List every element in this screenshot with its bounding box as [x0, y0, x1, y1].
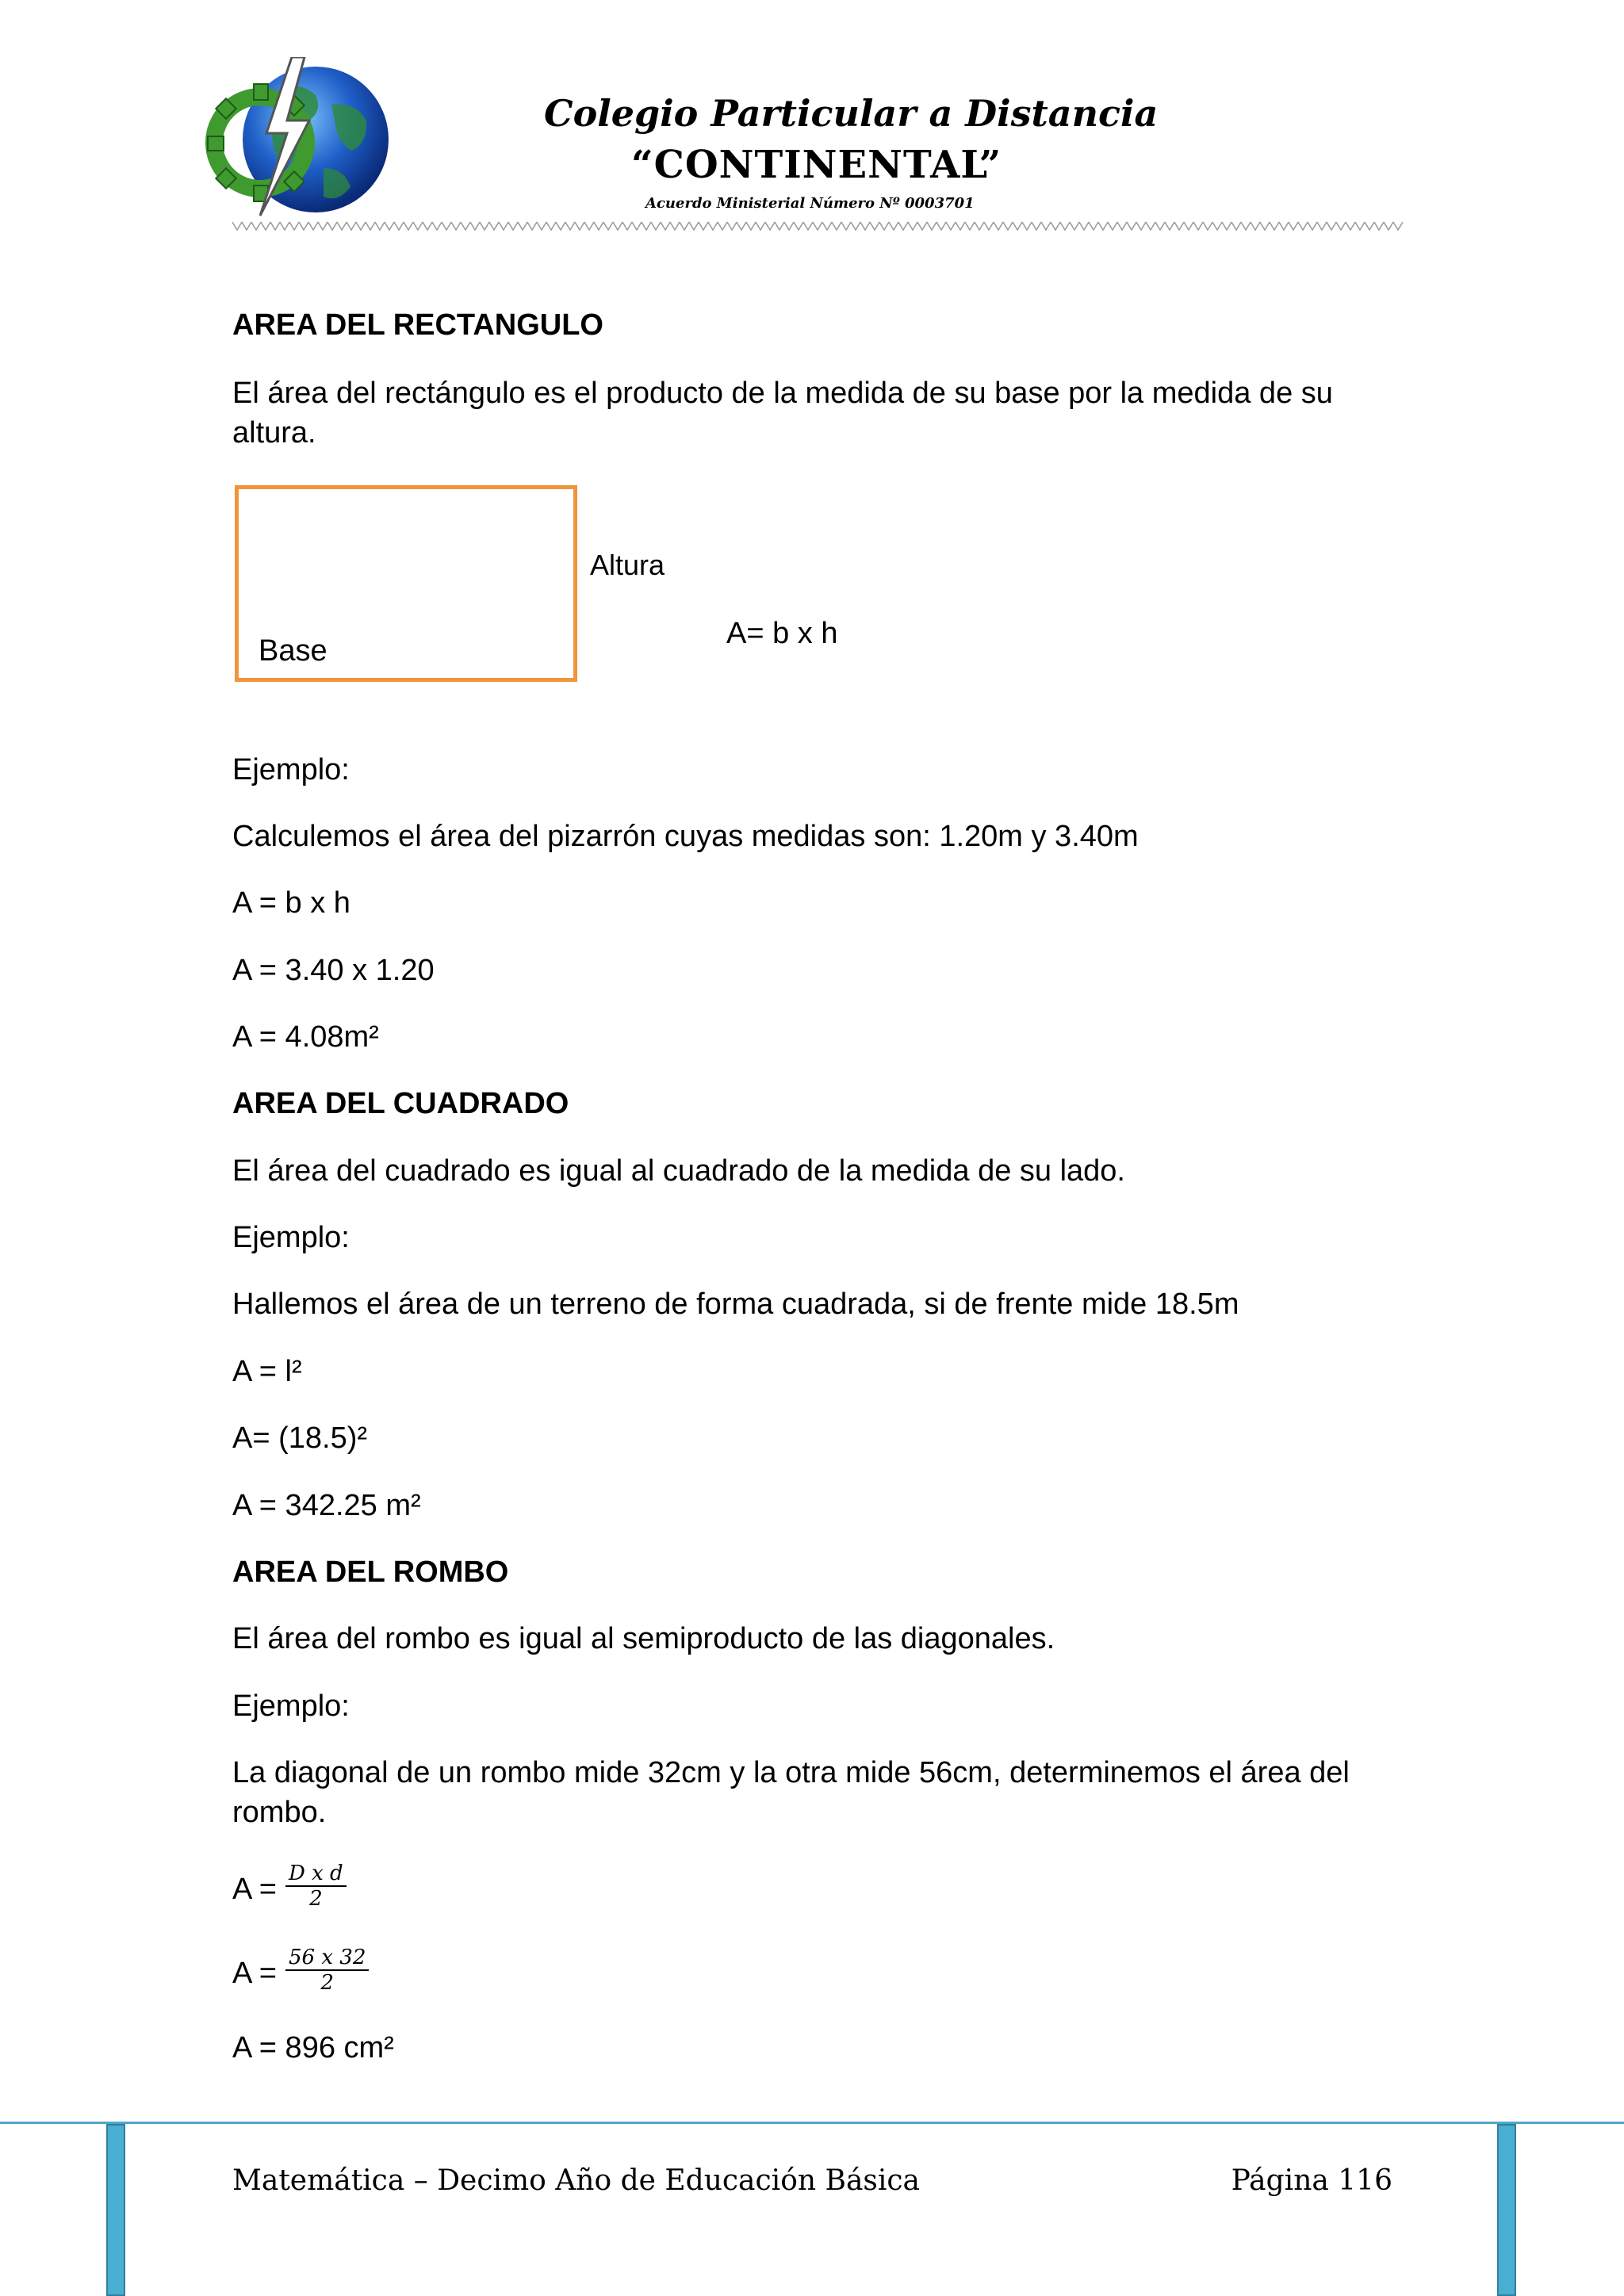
rhombus-example-problem-line1: La diagonal de un rombo mide 32cm y la otra mide 56cm, determinemos el área del: [232, 1756, 1350, 1789]
rhombus-substitution-numerator: 56 x 32: [285, 1946, 369, 1971]
rhombus-formula-denominator: 2: [309, 1887, 323, 1911]
rectangle-area-formula: A= b x h: [726, 617, 838, 650]
rhombus-formula-prefix: A =: [232, 1873, 277, 1906]
rhombus-substitution-denominator: 2: [320, 1971, 334, 1995]
rectangle-step-1: A = b x h: [232, 886, 350, 920]
square-example-problem: Hallemos el área de un terreno de forma cuadrada, si de frente mide 18.5m: [232, 1288, 1239, 1321]
square-step-1: A = l²: [232, 1355, 302, 1388]
rectangle-description-line1: El área del rectángulo es el producto de la medida de su base por la medida de su: [232, 377, 1333, 410]
rhombus-result: A = 896 cm²: [232, 2031, 394, 2064]
footer-divider: [0, 2122, 1624, 2124]
school-name-line1: Colegio Particular a Distancia: [544, 92, 1159, 135]
footer-left-accent-bar: [106, 2124, 125, 2296]
rectangle-height-label: Altura: [590, 549, 665, 581]
square-description: El área del cuadrado es igual al cuadrado de la medida de su lado.: [232, 1154, 1125, 1188]
school-agreement-number: Acuerdo Ministerial Número Nº 0003701: [645, 195, 975, 212]
rhombus-section-title: AREA DEL ROMBO: [232, 1556, 509, 1589]
rectangle-step-2: A = 3.40 x 1.20: [232, 954, 435, 987]
rectangle-step-3: A = 4.08m²: [232, 1020, 379, 1054]
rectangle-description-line2: altura.: [232, 416, 316, 450]
header-divider: [232, 219, 1403, 233]
rhombus-example-label: Ejemplo:: [232, 1689, 350, 1723]
square-step-3: A = 342.25 m²: [232, 1489, 421, 1522]
rhombus-formula-fraction: [285, 1862, 347, 1911]
rectangle-example-problem: Calculemos el área del pizarrón cuyas medidas son: 1.20m y 3.40m: [232, 820, 1139, 853]
square-example-label: Ejemplo:: [232, 1221, 350, 1254]
footer-course-title: Matemática – Decimo Año de Educación Básica: [232, 2164, 921, 2197]
school-logo: [205, 57, 392, 222]
square-step-2: A= (18.5)²: [232, 1422, 368, 1455]
square-section-title: AREA DEL CUADRADO: [232, 1087, 569, 1120]
rectangle-base-label: Base: [259, 634, 327, 668]
rhombus-example-problem-line2: rombo.: [232, 1796, 327, 1829]
rectangle-example-label: Ejemplo:: [232, 753, 350, 786]
footer-right-accent-bar: [1497, 2124, 1516, 2296]
rhombus-substitution-prefix: A =: [232, 1957, 277, 1990]
rhombus-substitution-fraction: [285, 1946, 369, 1995]
footer-page-number: Página 116: [1231, 2164, 1392, 2197]
school-name-line2: “CONTINENTAL”: [631, 143, 1002, 187]
rhombus-description: El área del rombo es igual al semiproducto de las diagonales.: [232, 1622, 1055, 1655]
rectangle-section-title: AREA DEL RECTANGULO: [232, 308, 603, 342]
rhombus-formula-numerator: D x d: [285, 1862, 347, 1887]
